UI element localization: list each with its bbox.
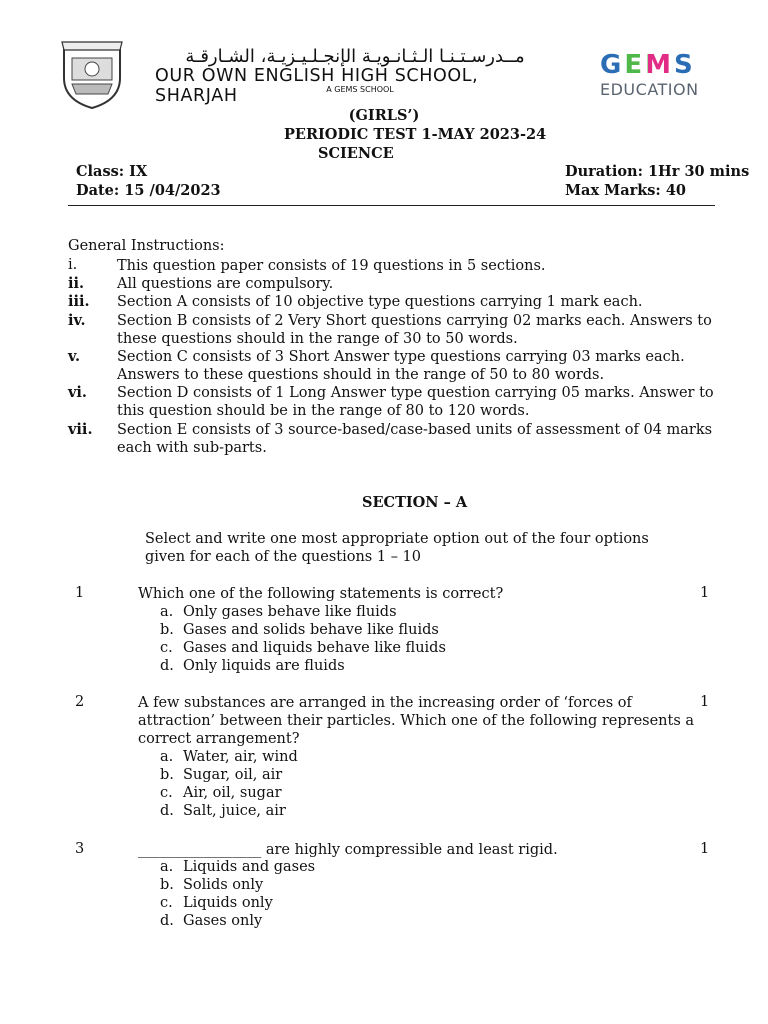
max-marks-label: Max Marks: 40 (565, 182, 687, 199)
option-text: Gases and solids behave like fluids (183, 622, 439, 638)
option-letter: d. (160, 913, 174, 929)
instruction-line: This question paper consists of 19 questions in 5 sections. (117, 258, 546, 274)
option-letter: c. (160, 785, 173, 801)
question-line: correct arrangement? (138, 731, 300, 747)
instruction-num: iv. (68, 312, 86, 329)
section-intro-line: given for each of the questions 1 – 10 (145, 549, 422, 565)
option-letter: d. (160, 658, 174, 674)
option-item (160, 894, 315, 912)
question-line: Which one of the following statements is correct? (138, 586, 504, 602)
instructions-title: General Instructions: (68, 238, 225, 254)
question-number: 3 (75, 841, 85, 857)
instruction-text (117, 293, 727, 311)
instruction-line: All questions are compulsory. (117, 276, 334, 292)
option-letter: b. (160, 622, 174, 638)
test-name: PERIODIC TEST 1-MAY 2023-24 (284, 126, 547, 143)
instruction-text (117, 257, 727, 275)
school-crest-logo (58, 38, 126, 110)
section-title: SECTION – A (362, 494, 468, 511)
date-label: Date: 15 /04/2023 (76, 182, 221, 199)
section-intro-line: Select and write one most appropriate option out of the four options (145, 531, 649, 547)
question-line: attraction’ between their particles. Which one of the following represents a (138, 713, 695, 729)
option-item (160, 858, 315, 876)
instruction-text (117, 348, 727, 384)
question-mark: 1 (700, 841, 710, 857)
instruction-line: Section D consists of 1 Long Answer type question carrying 05 marks. Answer to (117, 385, 714, 401)
option-letter: a. (160, 749, 174, 765)
subject-title: SCIENCE (318, 145, 394, 162)
option-list (160, 748, 298, 820)
option-text: Gases only (183, 913, 263, 929)
option-item (160, 802, 298, 820)
option-text: Liquids and gases (183, 859, 316, 875)
instruction-line: Section E consists of 3 source-based/case-based units of assessment of 04 marks (117, 422, 713, 438)
question-mark: 1 (700, 694, 710, 710)
option-letter: b. (160, 767, 174, 783)
option-item (160, 876, 315, 894)
option-item (160, 639, 446, 657)
gems-education-logo (600, 50, 696, 80)
duration-label: Duration: 1Hr 30 mins (565, 163, 750, 180)
option-letter: a. (160, 604, 174, 620)
option-text: Sugar, oil, air (183, 767, 283, 783)
instruction-num: i. (68, 257, 78, 273)
option-text: Water, air, wind (183, 749, 298, 765)
section-intro (145, 530, 705, 566)
instruction-line: each with sub-parts. (117, 440, 267, 456)
option-list (160, 603, 446, 675)
option-item (160, 748, 298, 766)
question-text (138, 841, 698, 859)
instruction-line: Answers to these questions should in the range of 50 to 80 words. (117, 367, 605, 383)
option-letter: c. (160, 640, 173, 656)
instruction-num: vii. (68, 421, 93, 438)
instruction-line: Section A consists of 10 objective type questions carrying 1 mark each. (117, 294, 643, 310)
option-letter: c. (160, 895, 173, 911)
audience-label: (GIRLS’) (348, 107, 420, 124)
question-line: A few substances are arranged in the increasing order of ‘forces of (138, 695, 632, 711)
header-divider (68, 205, 715, 206)
question-number: 2 (75, 694, 85, 710)
question-text (138, 694, 698, 748)
instruction-num: ii. (68, 275, 85, 292)
option-text: Only liquids are fluids (183, 658, 345, 674)
option-list (160, 858, 315, 930)
question-number: 1 (75, 585, 85, 601)
instruction-text (117, 275, 727, 293)
option-item (160, 657, 446, 675)
gems-logo-subtitle: EDUCATION (600, 80, 699, 99)
option-letter: d. (160, 803, 174, 819)
option-item (160, 603, 446, 621)
instruction-num: v. (68, 348, 81, 365)
instruction-line: this question should be in the range of 80 to 120 words. (117, 403, 530, 419)
option-item (160, 784, 298, 802)
option-text: Air, oil, sugar (183, 785, 282, 801)
instruction-text (117, 384, 727, 420)
instruction-line: Section C consists of 3 Short Answer type questions carrying 03 marks each. (117, 349, 685, 365)
gems-logo-word: GEMS (600, 50, 696, 80)
instruction-line: these questions should in the range of 30 to 50 words. (117, 331, 518, 347)
option-text: Gases and liquids behave like fluids (183, 640, 446, 656)
school-name-arabic: مــدرسـتـنـا الـثـانـويـة الإنجـلـيـزيـة، الشـارقـة (185, 46, 525, 67)
instruction-text (117, 421, 727, 457)
question-text (138, 585, 698, 603)
option-letter: a. (160, 859, 174, 875)
option-text: Only gases behave like fluids (183, 604, 397, 620)
question-line: _________________ are highly compressible and least rigid. (138, 842, 558, 858)
option-item (160, 621, 446, 639)
option-item (160, 766, 298, 784)
option-letter: b. (160, 877, 174, 893)
instruction-line: Section B consists of 2 Very Short questions carrying 02 marks each. Answers to (117, 313, 712, 329)
instruction-text (117, 312, 727, 348)
question-mark: 1 (700, 585, 710, 601)
instruction-num: iii. (68, 293, 90, 310)
option-item (160, 912, 315, 930)
option-text: Salt, juice, air (183, 803, 286, 819)
school-tagline: A GEMS SCHOOL (326, 85, 394, 94)
class-label: Class: IX (76, 163, 148, 180)
option-text: Solids only (183, 877, 264, 893)
instruction-num: vi. (68, 384, 87, 401)
school-name: OUR OWN ENGLISH HIGH SCHOOL, SHARJAH (155, 66, 479, 106)
option-text: Liquids only (183, 895, 273, 911)
